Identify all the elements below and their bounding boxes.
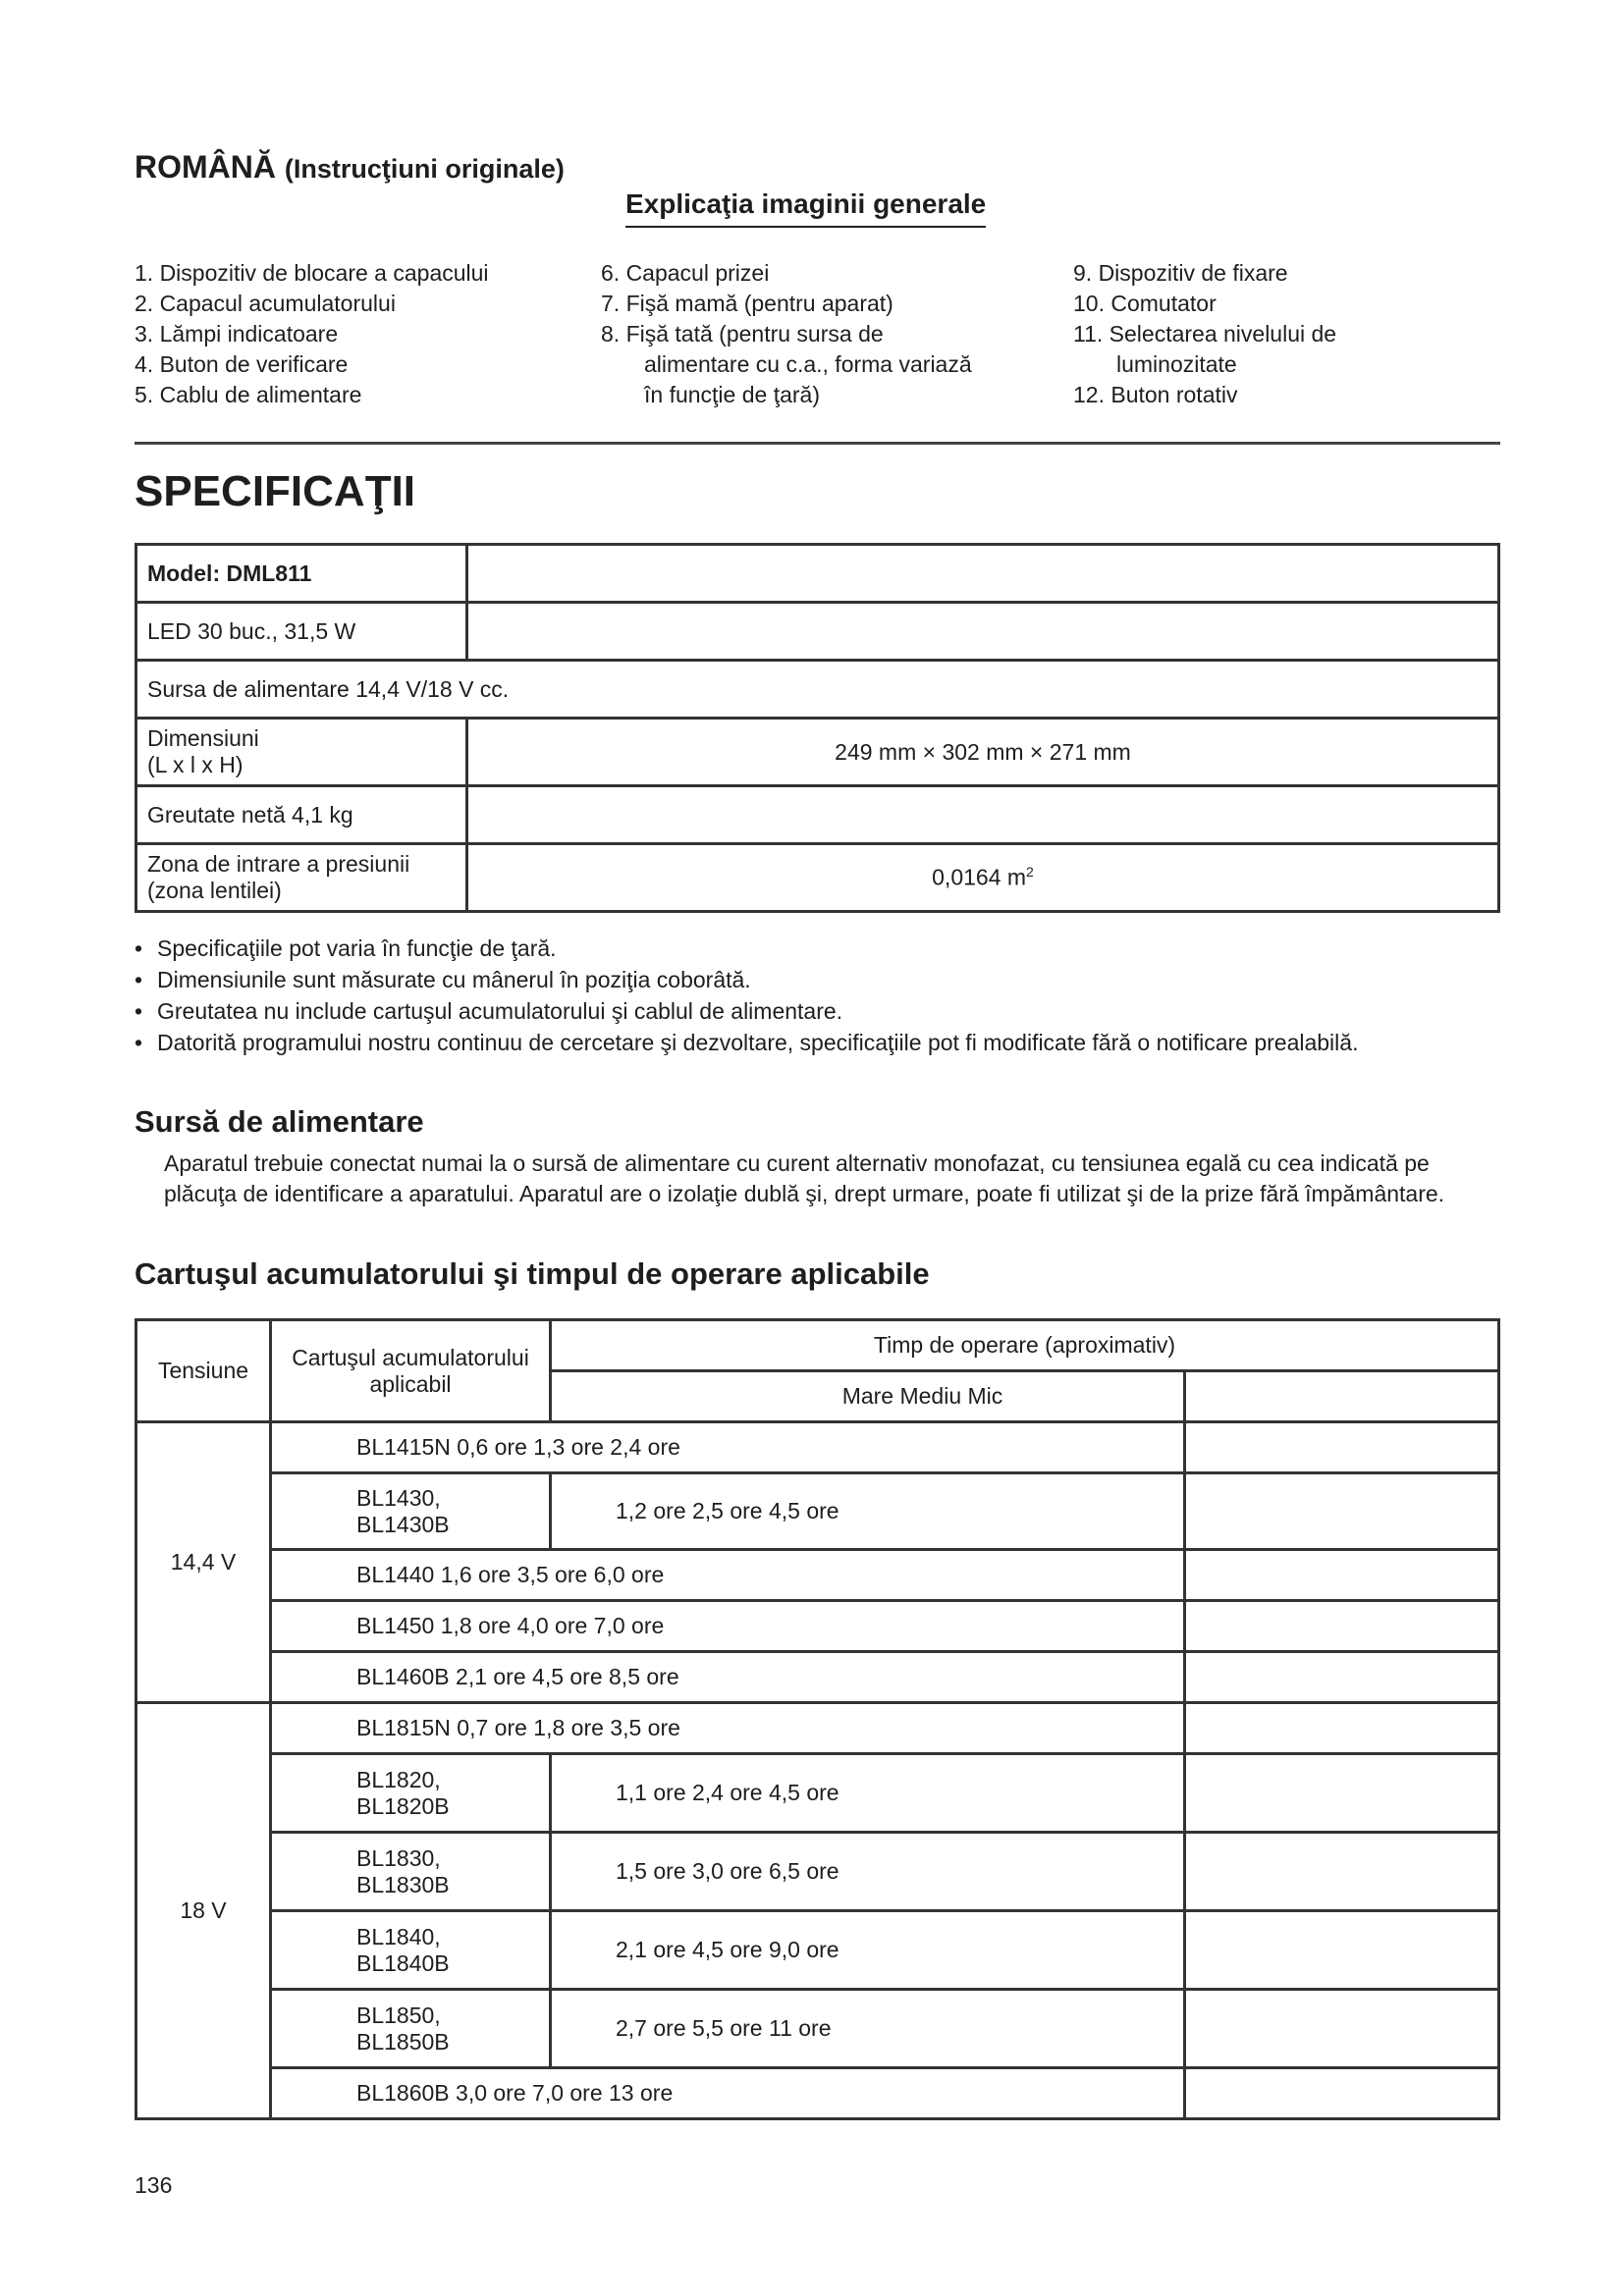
- table-row: [136, 1990, 1499, 2068]
- weight-cell: Greutate netă 4,1 kg: [136, 786, 467, 844]
- empty-cell: [1185, 1371, 1499, 1422]
- table-row: [136, 661, 1499, 719]
- part-item: 2. Capacul acumulatorului: [135, 291, 396, 316]
- empty-cell: [1185, 1703, 1499, 1754]
- empty-cell: [467, 786, 1499, 844]
- part-item: 8. Fişă tată (pentru sursa de: [601, 321, 884, 347]
- specs-title: SPECIFICAŢII: [135, 467, 416, 515]
- part-item-continued: în funcţie de ţară): [644, 382, 820, 407]
- model-cell: Model: DML811: [136, 545, 467, 603]
- voltage-cell: 18 V: [136, 1703, 271, 2119]
- part-item: 10. Comutator: [1073, 291, 1217, 316]
- voltage-cell: 14,4 V: [136, 1422, 271, 1703]
- part-item: 11. Selectarea nivelului de: [1073, 321, 1337, 347]
- part-item: 1. Dispozitiv de blocare a capacului: [135, 260, 489, 286]
- battery-section-title: Cartuşul acumulatorului şi timpul de operare aplicabile: [135, 1256, 930, 1291]
- table-row: [136, 2068, 1499, 2119]
- empty-cell: [1185, 2068, 1499, 2119]
- dimensions-value: 249 mm × 302 mm × 271 mm: [467, 719, 1499, 786]
- empty-cell: [1185, 1990, 1499, 2068]
- battery-times: 2,7 ore 5,5 ore 11 ore: [551, 1990, 1185, 2068]
- empty-cell: [1185, 1473, 1499, 1550]
- spec-notes: [135, 933, 1500, 1058]
- battery-model: BL1830, BL1830B: [271, 1833, 551, 1911]
- power-section-text: Aparatul trebuie conectat numai la o sursă de alimentare cu curent alternativ monofazat, cu tensiunea egală cu cea indicată pe plăcuţa de identificare a aparatului. Aparatul are o izolaţie dublă şi, drept urmare, poate fi utilizat şi de la prize fără împământare.: [164, 1150, 1445, 1206]
- empty-cell: [467, 603, 1499, 661]
- battery-model: BL1430, BL1430B: [271, 1473, 551, 1550]
- specs-table: [135, 543, 1500, 913]
- table-row: [136, 1833, 1499, 1911]
- table-row: [136, 1422, 1499, 1473]
- battery-row-text: BL1460B 2,1 ore 4,5 ore 8,5 ore: [271, 1652, 1185, 1703]
- table-row: [136, 1652, 1499, 1703]
- operating-time-header: Timp de operare (aproximativ): [551, 1320, 1499, 1371]
- table-header-row: [136, 1320, 1499, 1371]
- table-row: [136, 1911, 1499, 1990]
- parts-list-col3: [1073, 258, 1336, 410]
- dimensions-label: Dimensiuni (L x l x H): [136, 719, 467, 786]
- part-item: 7. Fişă mamă (pentru aparat): [601, 291, 893, 316]
- battery-row-text: BL1860B 3,0 ore 7,0 ore 13 ore: [271, 2068, 1185, 2119]
- table-row: [136, 1601, 1499, 1652]
- parts-list-col2: [601, 258, 972, 410]
- part-item: 6. Capacul prizei: [601, 260, 770, 286]
- note-item: • Datorită programului nostru continuu de cercetare şi dezvoltare, specificaţiile pot fi modificate fără o notificare prealabilă.: [135, 1027, 1500, 1058]
- zone-value: 0,0164 $m^2$: [467, 844, 1499, 912]
- empty-cell: [467, 545, 1499, 603]
- section-divider: [135, 442, 1500, 445]
- part-item-continued: luminozitate: [1116, 351, 1237, 377]
- part-item: 9. Dispozitiv de fixare: [1073, 260, 1288, 286]
- empty-cell: [1185, 1911, 1499, 1990]
- table-row: [136, 1473, 1499, 1550]
- page-number: 136: [135, 2172, 173, 2198]
- empty-cell: [1185, 1601, 1499, 1652]
- parts-list-col1: [135, 258, 489, 410]
- voltage-header: Tensiune: [136, 1320, 271, 1422]
- table-row: [136, 545, 1499, 603]
- empty-cell: [1185, 1550, 1499, 1601]
- note-item: • Dimensiunile sunt măsurate cu mânerul în poziţia coborâtă.: [135, 964, 1500, 995]
- cartridge-header: Cartuşul acumulatorului aplicabil: [271, 1320, 551, 1422]
- power-section-title: Sursă de alimentare: [135, 1104, 424, 1139]
- table-row: [136, 1754, 1499, 1833]
- battery-table: [135, 1318, 1500, 2120]
- part-item: 12. Buton rotativ: [1073, 382, 1238, 407]
- empty-cell: [1185, 1754, 1499, 1833]
- empty-cell: [1185, 1422, 1499, 1473]
- language-name: ROMÂNĂ: [135, 149, 276, 185]
- battery-row-text: BL1415N 0,6 ore 1,3 ore 2,4 ore: [271, 1422, 1185, 1473]
- language-subtitle: (Instrucţiuni originale): [284, 154, 565, 184]
- table-row: [136, 603, 1499, 661]
- battery-model: BL1850, BL1850B: [271, 1990, 551, 2068]
- table-row: [136, 719, 1499, 786]
- table-row: [136, 1550, 1499, 1601]
- led-cell: LED 30 buc., 31,5 W: [136, 603, 467, 661]
- battery-times: 1,1 ore 2,4 ore 4,5 ore: [551, 1754, 1185, 1833]
- empty-cell: [1185, 1652, 1499, 1703]
- zone-label: Zona de intrare a presiunii (zona lentilei): [136, 844, 467, 912]
- part-item: 4. Buton de verificare: [135, 351, 349, 377]
- battery-times: 2,1 ore 4,5 ore 9,0 ore: [551, 1911, 1185, 1990]
- part-item: 3. Lămpi indicatoare: [135, 321, 339, 347]
- battery-row-text: BL1450 1,8 ore 4,0 ore 7,0 ore: [271, 1601, 1185, 1652]
- table-row: [136, 786, 1499, 844]
- power-cell: Sursa de alimentare 14,4 V/18 V cc.: [136, 661, 1499, 719]
- battery-model: BL1820, BL1820B: [271, 1754, 551, 1833]
- overview-title: Explicaţia imaginii generale: [625, 188, 986, 228]
- levels-header: Mare Mediu Mic: [551, 1371, 1185, 1422]
- part-item-continued: alimentare cu c.a., forma variază: [644, 351, 972, 377]
- note-item: • Greutatea nu include cartuşul acumulatorului şi cablul de alimentare.: [135, 995, 1500, 1027]
- battery-times: 1,2 ore 2,5 ore 4,5 ore: [551, 1473, 1185, 1550]
- note-item: • Specificaţiile pot varia în funcţie de ţară.: [135, 933, 1500, 964]
- table-row: [136, 1703, 1499, 1754]
- table-row: [136, 844, 1499, 912]
- battery-row-text: BL1440 1,6 ore 3,5 ore 6,0 ore: [271, 1550, 1185, 1601]
- battery-model: BL1840, BL1840B: [271, 1911, 551, 1990]
- battery-row-text: BL1815N 0,7 ore 1,8 ore 3,5 ore: [271, 1703, 1185, 1754]
- battery-times: 1,5 ore 3,0 ore 6,5 ore: [551, 1833, 1185, 1911]
- language-heading: [135, 149, 565, 186]
- part-item: 5. Cablu de alimentare: [135, 382, 362, 407]
- empty-cell: [1185, 1833, 1499, 1911]
